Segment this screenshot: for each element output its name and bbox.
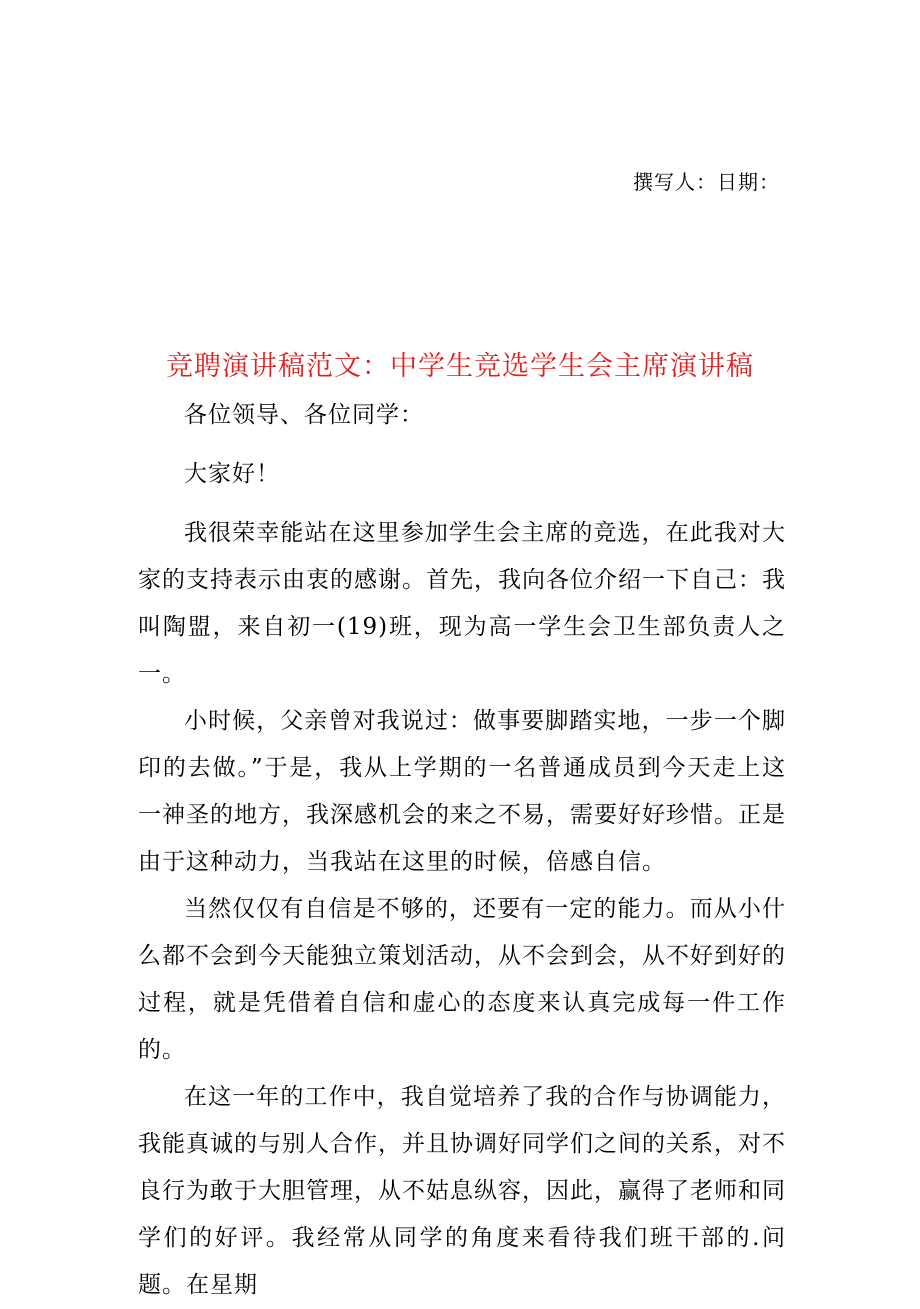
- paragraph-4: 在这一年的工作中，我自觉培养了我的合作与协调能力，我能真诚的与别人合作，并且协调好同学们之间的关系，对不良行为敢于大胆管理，从不姑息纵容，因此，赢得了老师和同学们的好评。我经常从同学的角度来看待我们班干部的.问题。在星期: [138, 1084, 786, 1298]
- salutation: 各位领导、各位同学：: [184, 402, 424, 428]
- paragraph-3: 当然仅仅有自信是不够的，还要有一定的能力。而从小什么都不会到今天能独立策划活动，从不会到会，从不好到好的过程，就是凭借着自信和虚心的态度来认真完成每一件工作的。: [138, 896, 786, 1063]
- author-date-line: 撰写人：日期：: [633, 170, 780, 194]
- document-title: 竞聘演讲稿范文：中学生竞选学生会主席演讲稿: [166, 351, 754, 382]
- paragraph-1: 我很荣幸能站在这里参加学生会主席的竞选，在此我对大家的支持表示由衷的感谢。首先，我向各位介绍一下自己：我叫陶盟，来自初一(19)班，现为高一学生会卫生部负责人之一。: [138, 520, 786, 687]
- paragraph-2: 小时候，父亲曾对我说过：做事要脚踏实地，一步一个脚印的去做。”于是，我从上学期的一名普通成员到今天走上这一神圣的地方，我深感机会的来之不易，需要好好珍惜。正是由于这种动力，当我站在这里的时候，倍感自信。: [138, 708, 786, 875]
- document-body: [138, 392, 786, 1309]
- greeting: 大家好！: [184, 461, 280, 487]
